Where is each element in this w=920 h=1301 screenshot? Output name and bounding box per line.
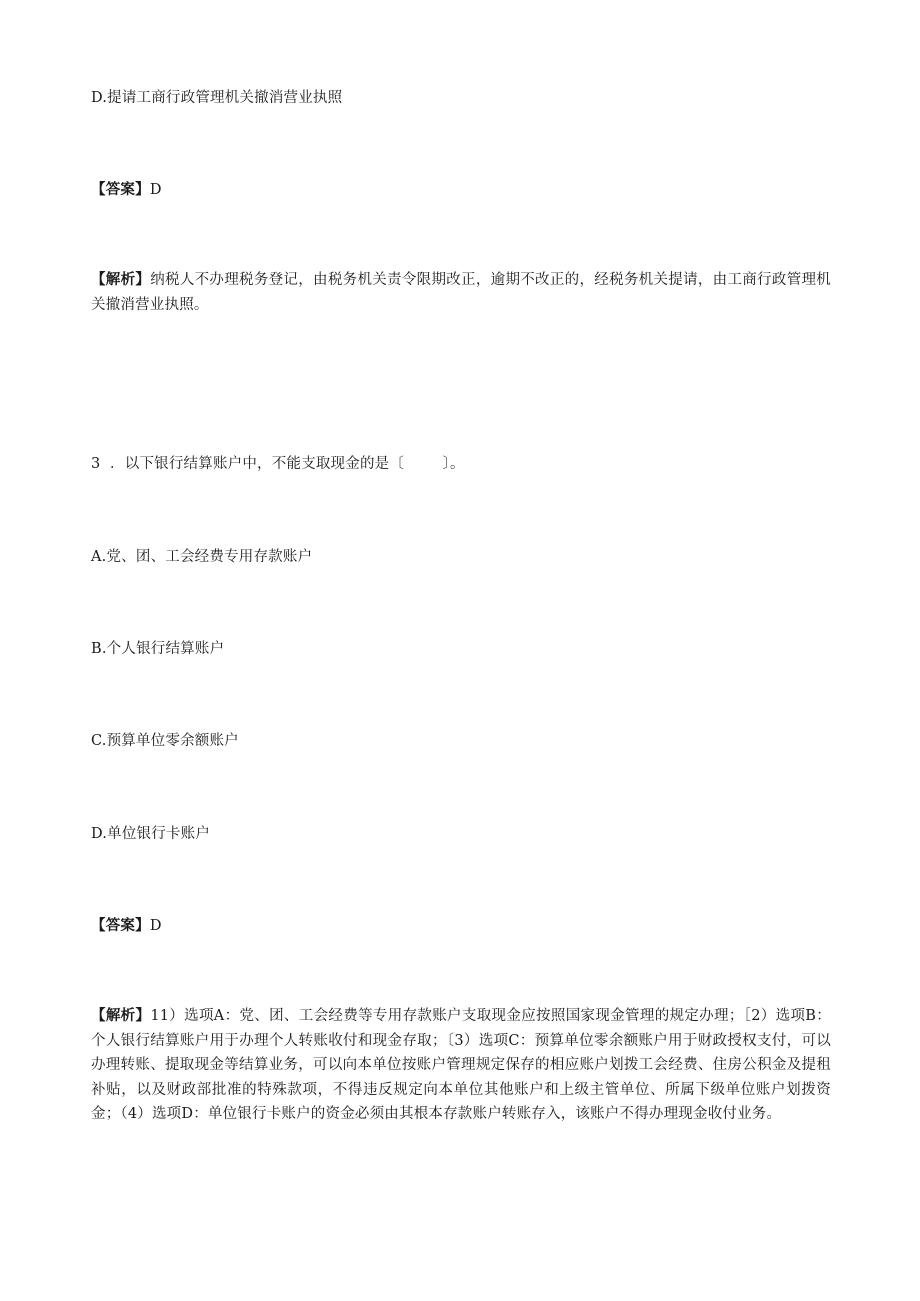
- question-3-stem: 3 ．以下银行结算账户中，不能支取现金的是〔 〕。: [91, 456, 465, 472]
- answer-value: D: [149, 182, 162, 198]
- prev-option-d: D.提请工商行政管理机关撤消营业执照: [91, 90, 343, 106]
- prev-analysis: [91, 268, 831, 317]
- question-3-option-b: B.个人银行结算账户: [91, 641, 225, 657]
- analysis-label: 【解析】: [91, 1007, 151, 1024]
- answer-label: 【答案】: [91, 917, 150, 934]
- question-3-answer: [91, 914, 831, 938]
- analysis-text: 11）选项A：党、团、工会经费等专用存款账户支取现金应按照国家现金管理的规定办理；［2）选项B：个人银行结算账户用于办理个人转账收付和现金存取；〔3）选项C：预算单位零余额账户用于财政授权支付，可以办理转账、提取现金等结算业务，可以向本单位按账户管理规定保存的相应账户划拨工会经费、住房公积金及提租补贴，以及财政部批准的特殊款项，不得违反规定向本单位其他账户和上级主管单位、所属下级单位账户划拨资金；（4）选项D：单位银行卡账户的资金必须由其根本存款账户转账存入，该账户不得办理现金收付业务。: [91, 1008, 831, 1122]
- answer-value: D: [149, 918, 162, 934]
- analysis-text: 纳税人不办理税务登记，由税务机关责令限期改正，逾期不改正的，经税务机关提请，由工商行政管理机关撤消营业执照。: [91, 272, 831, 313]
- prev-answer: [91, 178, 831, 202]
- question-3-option-a: A.党、团、工会经费专用存款账户: [91, 549, 313, 565]
- question-3-option-d: D.单位银行卡账户: [91, 826, 211, 842]
- answer-label: 【答案】: [91, 181, 150, 198]
- analysis-label: 【解析】: [91, 271, 151, 288]
- question-3-option-c: C.预算单位零余额账户: [91, 733, 239, 749]
- question-3-analysis: [91, 1004, 831, 1127]
